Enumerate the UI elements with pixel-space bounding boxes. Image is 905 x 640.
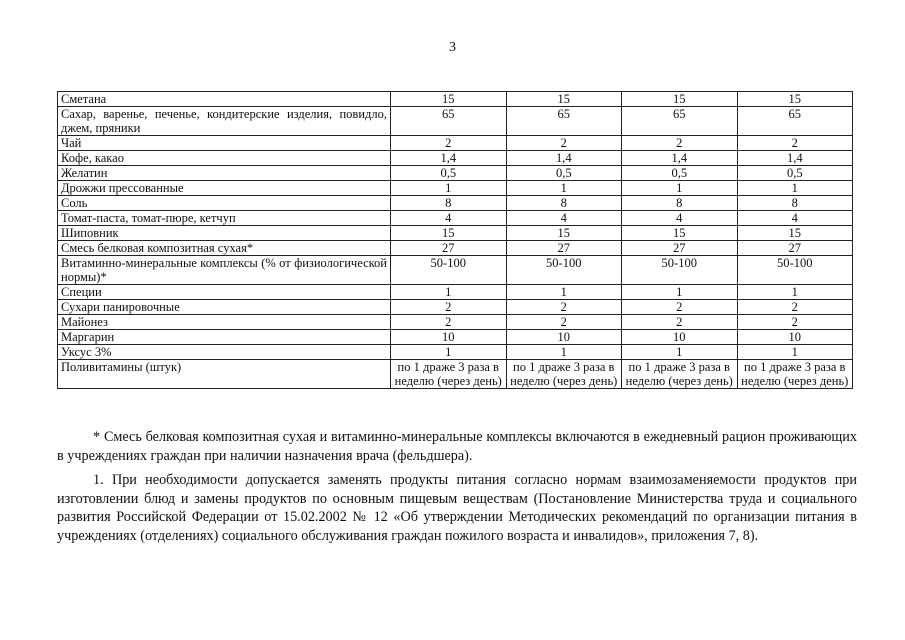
product-name-cell: Сметана xyxy=(58,92,391,107)
norm-value-cell: 0,5 xyxy=(737,166,853,181)
norm-value-cell: 10 xyxy=(622,330,738,345)
table-row xyxy=(58,211,853,226)
paragraph-1: 1. При необходимости допускается заменять продукты питания согласно нормам взаимозаменяемости продуктов при изготовлении блюд и замены продуктов по основным пищевым веществам (Постановление Министерства труда и социального развития Российской Федерации от 15.02.2002 № 12 «Об утверждении Методических рекомендаций по организации питания в учреждениях (отделениях) социального обслуживания граждан пожилого возраста и инвалидов», приложения 7, 8). xyxy=(57,472,857,544)
product-name-cell: Сахар, варенье, печенье, кондитерские изделия, повидло, джем, пряники xyxy=(58,107,391,136)
norm-value-cell: 4 xyxy=(506,211,622,226)
norm-value-cell: 0,5 xyxy=(622,166,738,181)
norm-value-cell: 2 xyxy=(737,136,853,151)
notes-section xyxy=(57,428,857,545)
norm-value-cell: 2 xyxy=(506,300,622,315)
footnote: * Смесь белковая композитная сухая и витаминно-минеральные комплексы включаются в ежедневный рацион проживающих в учреждениях граждан при наличии назначения врача (фельдшера). xyxy=(57,429,857,464)
table-row xyxy=(58,315,853,330)
norm-value-cell: 50-100 xyxy=(506,256,622,285)
norm-value-cell: 15 xyxy=(622,92,738,107)
norm-value-cell: 0,5 xyxy=(506,166,622,181)
table-row xyxy=(58,300,853,315)
norm-value-cell: 1,4 xyxy=(506,151,622,166)
norm-value-cell: 1 xyxy=(506,181,622,196)
norm-value-cell: 15 xyxy=(737,226,853,241)
norm-value-cell: по 1 драже 3 раза в неделю (через день) xyxy=(622,360,738,389)
product-name-cell: Желатин xyxy=(58,166,391,181)
norm-value-cell: 27 xyxy=(391,241,507,256)
table-row xyxy=(58,345,853,360)
norm-value-cell: 2 xyxy=(391,300,507,315)
table-row xyxy=(58,241,853,256)
norm-value-cell: 1 xyxy=(506,285,622,300)
norm-value-cell: 4 xyxy=(737,211,853,226)
norm-value-cell: 1 xyxy=(506,345,622,360)
norm-value-cell: 65 xyxy=(622,107,738,136)
product-name-cell: Чай xyxy=(58,136,391,151)
norm-value-cell: 2 xyxy=(391,315,507,330)
norm-value-cell: 15 xyxy=(391,92,507,107)
norm-value-cell: 50-100 xyxy=(737,256,853,285)
norm-value-cell: 10 xyxy=(737,330,853,345)
norm-value-cell: 1 xyxy=(737,345,853,360)
norm-value-cell: 65 xyxy=(506,107,622,136)
norm-value-cell: 4 xyxy=(622,211,738,226)
norm-value-cell: 2 xyxy=(622,300,738,315)
norm-value-cell: 65 xyxy=(391,107,507,136)
product-name-cell: Майонез xyxy=(58,315,391,330)
norm-value-cell: 1 xyxy=(622,345,738,360)
table-row xyxy=(58,181,853,196)
table-row xyxy=(58,226,853,241)
norm-value-cell: 10 xyxy=(391,330,507,345)
norm-value-cell: 1 xyxy=(391,345,507,360)
norm-value-cell: 1,4 xyxy=(622,151,738,166)
page-number: 3 xyxy=(449,40,456,55)
norm-value-cell: 50-100 xyxy=(622,256,738,285)
norm-value-cell: 15 xyxy=(506,92,622,107)
norm-value-cell: 27 xyxy=(737,241,853,256)
norm-value-cell: 4 xyxy=(391,211,507,226)
norm-value-cell: 1 xyxy=(737,285,853,300)
norm-value-cell: 8 xyxy=(391,196,507,211)
table-row xyxy=(58,360,853,389)
product-name-cell: Дрожжи прессованные xyxy=(58,181,391,196)
food-norms-table xyxy=(57,91,853,389)
norm-value-cell: 15 xyxy=(506,226,622,241)
norm-value-cell: 1 xyxy=(737,181,853,196)
norm-value-cell: 50-100 xyxy=(391,256,507,285)
table-row xyxy=(58,166,853,181)
norm-value-cell: 15 xyxy=(391,226,507,241)
norm-value-cell: по 1 драже 3 раза в неделю (через день) xyxy=(391,360,507,389)
norm-value-cell: 27 xyxy=(506,241,622,256)
table-row xyxy=(58,196,853,211)
product-name-cell: Уксус 3% xyxy=(58,345,391,360)
norm-value-cell: 1,4 xyxy=(391,151,507,166)
norm-value-cell: 1,4 xyxy=(737,151,853,166)
product-name-cell: Томат-паста, томат-пюре, кетчуп xyxy=(58,211,391,226)
norm-value-cell: 1 xyxy=(622,181,738,196)
norm-value-cell: 2 xyxy=(506,136,622,151)
table-row xyxy=(58,330,853,345)
norm-value-cell: 65 xyxy=(737,107,853,136)
product-name-cell: Кофе, какао xyxy=(58,151,391,166)
product-name-cell: Поливитамины (штук) xyxy=(58,360,391,389)
norm-value-cell: 1 xyxy=(391,285,507,300)
norm-value-cell: 27 xyxy=(622,241,738,256)
norm-value-cell: 15 xyxy=(737,92,853,107)
table-row xyxy=(58,285,853,300)
table-row xyxy=(58,151,853,166)
norm-value-cell: 8 xyxy=(506,196,622,211)
norm-value-cell: 8 xyxy=(622,196,738,211)
table-row xyxy=(58,256,853,285)
norm-value-cell: 1 xyxy=(622,285,738,300)
norm-value-cell: 2 xyxy=(622,136,738,151)
norm-value-cell: 1 xyxy=(391,181,507,196)
norm-value-cell: 15 xyxy=(622,226,738,241)
norm-value-cell: 2 xyxy=(391,136,507,151)
norm-value-cell: по 1 драже 3 раза в неделю (через день) xyxy=(506,360,622,389)
product-name-cell: Сухари панировочные xyxy=(58,300,391,315)
product-name-cell: Шиповник xyxy=(58,226,391,241)
food-norms-table-body xyxy=(58,92,853,389)
norm-value-cell: 2 xyxy=(737,300,853,315)
product-name-cell: Соль xyxy=(58,196,391,211)
norm-value-cell: по 1 драже 3 раза в неделю (через день) xyxy=(737,360,853,389)
product-name-cell: Специи xyxy=(58,285,391,300)
product-name-cell: Маргарин xyxy=(58,330,391,345)
norm-value-cell: 2 xyxy=(622,315,738,330)
table-row xyxy=(58,107,853,136)
product-name-cell: Смесь белковая композитная сухая* xyxy=(58,241,391,256)
norm-value-cell: 2 xyxy=(506,315,622,330)
table-row xyxy=(58,92,853,107)
table-row xyxy=(58,136,853,151)
product-name-cell: Витаминно-минеральные комплексы (% от физиологической нормы)* xyxy=(58,256,391,285)
norm-value-cell: 10 xyxy=(506,330,622,345)
norm-value-cell: 0,5 xyxy=(391,166,507,181)
norm-value-cell: 2 xyxy=(737,315,853,330)
norm-value-cell: 8 xyxy=(737,196,853,211)
